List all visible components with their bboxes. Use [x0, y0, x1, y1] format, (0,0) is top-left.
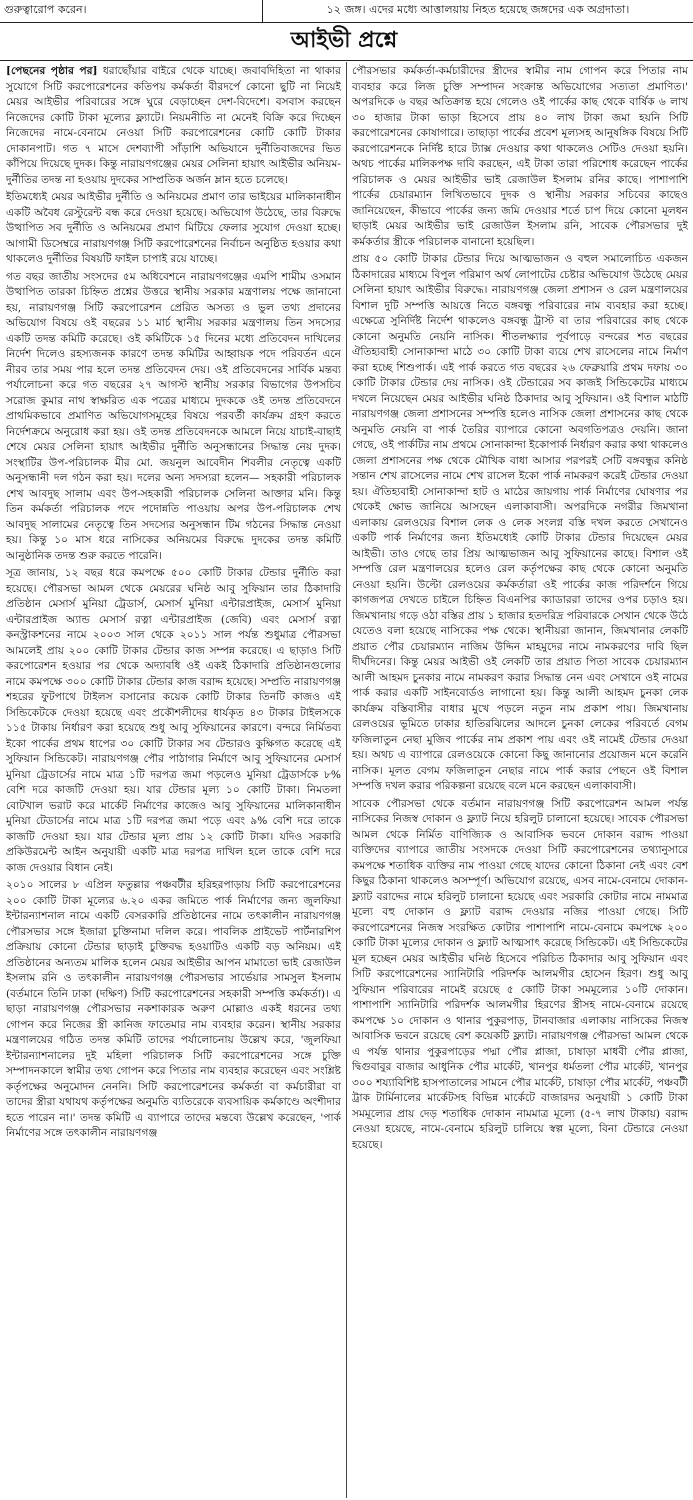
top-strip: [0, 0, 693, 23]
headline-rule: [0, 60, 693, 61]
right-paragraph-2: প্রায় ৫০ কোটি টাকার টেন্ডার দিয়ে আত্মভাজন ও বহুল সমালোচিত একজন ঠিকাদারের মাধ্যমে বিপুল পরিমাণ অর্থ লোপাটের চেষ্টার অভিযোগ উঠেছে মেয়র সেলিনা হায়াৎ আইভীর বিরুদ্ধে। নারায়ণগঞ্জ জেলা প্রশাসন ও রেল মন্ত্রণালয়ের বিশাল দুটি সম্পত্তি আয়ত্তে নিতে বঙ্গবন্ধু পরিবারের নাম ব্যবহার করা হচ্ছে। এক্ষেত্রে সুনির্দিষ্ট নির্দেশ থাকলেও বঙ্গবন্ধু ট্রাস্ট বা তার পরিবারের কাছ থেকে কোনো অনুমতি নেয়নি নাসিক। শীতলক্ষ্যার পূর্বপাড়ে বন্দরের শত বছরের ঐতিহ্যবাহী সোনাকান্দা মাঠে ৩০ কোটি টাকা ব্যয়ে শেখ রাসেলের নামে নির্মাণ করা হচ্ছে শিশুপার্ক। এই পার্ক করতে গত বছরের ২৬ ফেব্রুয়ারি প্রথম দফায় ৩০ কোটি টাকার টেন্ডার দেয় নাসিক। ওই টেন্ডারের সব কাজই সিন্ডিকেটের মাধ্যমে দখলে নিয়েছেন মেয়র আইভীর ঘনিষ্ঠ ঠিকাদার আবু সুফিয়ান। ওই বিশাল মাঠটি নারায়ণগঞ্জ জেলা প্রশাসনের সম্পত্তি হলেও নাসিক জেলা প্রশাসনের কাছ থেকে অনুমতি নেয়নি বা পার্ক তৈরির ব্যাপারে কোনো অবগতিপত্রও দেয়নি। জানা গেছে, ওই পার্কটির নাম প্রথমে সোনাকান্দা ইকোপার্ক নির্ধারণ করার কথা থাকলেও জেলা প্রশাসনের পক্ষ থেকে মৌখিক বাধা আসার পরপরই সেটি বঙ্গবন্ধুর কনিষ্ঠ সন্তান শেখ রাসেলের নামে শেখ রাসেল ইকো পার্ক নামকরণ করেই টেন্ডার দেওয়া হয়। ঐতিহ্যবাহী সোনাকান্দা হাট ও মাঠের জায়গায় পার্ক নির্মাণের ঘোষণার পর থেকেই ক্ষোভ জানিয়ে আসছেন এলাকাবাসী। অপরদিকে নগরীর জিমখানা এলাকায় রেলওয়ের বিশাল লেক ও লেক সংলগ্ন বস্তি দখল করতে সেখানেও একটি পার্ক নির্মাণের জন্য ইতিমধ্যেই কোটি টাকার টেন্ডার দিয়েছেন মেয়র আইভী। তাও গেছে তার প্রিয় আত্মভাজন আবু সুফিয়ানের কাছে। বিশাল ওই সম্পত্তি রেল মন্ত্রণালয়ের হলেও রেল কর্তৃপক্ষের কাছ থেকে কোনো অনুমতি নেওয়া হয়নি। উল্টো রেলওয়ের কর্মকর্তারা ওই পার্কের কাজ পরিদর্শনে গিয়ে কাগজপত্র দেখতে চাইলে চিহ্নিত বিএনপির ক্যাডাররা তাদের ওপর চড়াও হয়। জিমখানায় গড়ে ওঠা বস্তির প্রায় ১ হাজার হতদরিদ্র পরিবারকে সেখান থেকে উঠে যেতেও বলা হয়েছে নাসিকের পক্ষ থেকে। স্থানীয়রা জানান, জিমখানার লেকটি প্রয়াত পৌর চেয়ারম্যান নাজিম উদ্দিন মাহমুদের নামে নামকরণের দাবি ছিল দীর্ঘদিনের। কিন্তু মেয়র আইভী ওই লেকটি তার প্রয়াত পিতা সাবেক চেয়ারম্যান আলী আহমদ চুনকার নামে নামকরণ করার সিদ্ধান্ত নেন এবং সেখানে ওই নামের পার্ক করার একটি সাইনবোর্ডও লাগানো হয়। কিন্তু আলী আহমদ চুনকা লেক কার্যক্রম বস্তিবাসীর বাধার মুখে পড়লে নতুন নাম প্রকাশ পায়। জিমখানায় রেলওয়ের ভূমিতে ঢাকার হাতিরঝিলের আদলে চুনকা লেকের পরিবর্তে বেগম ফজিলাতুন নেছা মুজিব পার্কের নাম প্রকাশ পায় এবং ওই নামেই টেন্ডার দেওয়া হয়। অথচ এ ব্যাপারে রেলওয়েকে কোনো কিছু জানানোর প্রয়োজন মনে করেনি নাসিক। মূলত বেগম ফজিলাতুন নেছার নামে পার্ক করার পেছনে ওই বিশাল সম্পত্তি দখল করার পরিকল্পনা রয়েছে বলে মনে করছেন এলাকাবাসী।: [352, 253, 688, 792]
top-strip-left-text: গুরুত্বারোপ করেন।: [4, 3, 87, 16]
left-paragraph-4: সূত্র জানায়, ১২ বছর ধরে কমপক্ষে ৫০০ কোটি টাকার টেন্ডার দুর্নীতি করা হয়েছে। পৌরসভা আমল থেকে মেয়রের ঘনিষ্ঠ আবু সুফিয়ান তার ঠিকাদারি প্রতিষ্ঠান মেসার্স মুনিয়া ট্রেডার্স, মেসার্স মুনিয়া এন্টারপ্রাইজ, মেসার্স মুনিয়া এন্টারপ্রাইজ অ্যান্ড মেসার্স রত্না এন্টারপ্রাইজ (জেবি) এবং মেসার্স রত্না কনস্ট্রাকশনের নামে ২০০৩ সাল থেকে ২০১১ সাল পর্যন্ত শুধুমাত্র পৌরসভা আমলেই প্রায় ২০০ কোটি টাকার টেন্ডার কাজ সম্পন্ন করেছে। এ ছাড়াও সিটি করপোরেশন হওয়ার পর থেকে অদ্যাবধি ওই একই ঠিকাদারি প্রতিষ্ঠানগুলোর নামে কমপক্ষে ৩০০ কোটি টাকার টেন্ডার কাজ বরাদ্দ হয়েছে। সম্প্রতি নারায়ণগঞ্জ শহরের ফুটপাথে টাইলস বসানোর কয়েক কোটি টাকার তিনটি কাজও এই সিন্ডিকেটকে দেওয়া হয়েছে এবং প্রকৌশলীদের ধার্যকৃত ৪৩ টাকার টাইলসকে ১১৫ টাকায় নির্ধারণ করা হয়েছে শুধু আবু সুফিয়ানের কারণে। বন্দরে নির্মিতব্য ইকো পার্কের প্রথম ধাপের ৩০ কোটি টাকার সব টেন্ডারও কুক্ষিগত করেছে এই সুফিয়ান সিন্ডিকেট। নারায়ণগঞ্জ পৌর পাঠাগার নির্মাণে আবু সুফিয়ানের মেসার্স মুনিয়া ট্রেডার্সের নামে মাত্র ১টি দরপত্র জমা পড়লেও মুনিয়া ট্রেডার্সকে ৮% বেশি দরে কাজটি দেওয়া হয়। যার টেন্ডার মূল্য ১০ কোটি টাকা। নিমতলা বোটখাল ভরাট করে মার্কেট নির্মাণের কাজেও আবু সুফিয়ানের মালিকানাধীন মুনিয়া টেডার্সের নামে মাত্র ১টি দরপত্র জমা পড়ে এবং ৯% বেশি দরে তাকে কাজটি দেওয়া হয়। যার টেন্ডার মূল্য প্রায় ১২ কোটি টাকা। যদিও সরকারি প্রকিউরমেন্ট আইন অনুযায়ী একটি মাত্র দরপত্র দাখিল হলে তাকে বেশি দরে কাজ দেওয়ার বিধান নেই।: [6, 567, 341, 874]
left-paragraph-1: [6, 64, 341, 188]
left-column: [6, 64, 341, 1496]
left-paragraph-1-text: ধরাছোঁয়ার বাইরে থেকে যাচ্ছে। জবাবদিহিতা না থাকার সুযোগে সিটি করপোরেশনের কতিপয় কর্মকর্তা বীরদর্পে কোনো ছুটি না নিয়েই মেয়র আইভীর পরিবারের সঙ্গে ঘুরে বেড়াচ্ছেন দেশ-বিদেশে। বসবাস করছেন নিজেদের কোটি টাকা মূল্যের ফ্ল্যাটে। নিয়মনীতি না মেনেই বিক্রি করে দিচ্ছেন নিজেদের নামে-বেনামে নেওয়া সিটি করপোরেশনের কোটি কোটি টাকার দোকানপাট। গত ৭ মাসে দেশব্যাপী সাঁড়াশি অভিযানে দুর্নীতিবাজদের ভিত কাঁপিয়ে দিয়েছে দুদক। কিন্তু নারায়ণগঞ্জের মেয়র সেলিনা হায়াৎ আইভীর অনিয়ম-দুর্নীতির তদন্ত না হওয়ায় দুদকের সাম্প্রতিক অর্জন ম্লান হতে চলেছে।: [6, 65, 341, 186]
continuation-lead: [পেছনের পৃষ্ঠার পর]: [6, 65, 98, 77]
left-paragraph-3: গত বছর জাতীয় সংসদের ৫ম অধিবেশনে নারায়ণগঞ্জের এমপি শামীম ওসমান উত্থাপিত তারকা চিহ্নিত প্রশ্নের উত্তরে স্থানীয় সরকার মন্ত্রণালয় পক্ষে জানানো হয়, নারায়ণগঞ্জ সিটি করপোরেশন প্রেরিত অসত্য ও ভুল তথ্য প্রদানের অভিযোগ বিষয়ে ওই বছরের ১১ মার্চ স্থানীয় সরকার মন্ত্রণালয় তিন সদস্যের একটি তদন্ত কমিটি করেছে। ওই কমিটিকে ১৫ দিনের মধ্যে প্রতিবেদন দাখিলের নির্দেশ দিলেও রহস্যজনক কারণে তদন্ত কমিটির আহ্বায়ক পদে পরিবর্তন এনে নীরব তার সময় পার হলে তদন্ত প্রতিবেদন দেয়। ওই প্রতিবেদনের সার্বিক মন্তব্য পর্যালোচনা করে গত বছরের ২৭ আগস্ট স্থানীয় সরকার বিভাগের উপসচিব সরোজ কুমার নাথ স্বাক্ষরিত এক পত্রের মাধ্যমে দুদককে ওই তদন্ত প্রতিবেদনে প্রাথমিকভাবে প্রমাণিত অভিযোগসমূহের বিষয়ে পরবর্তী কার্যক্রম গ্রহণ করতে নির্দেশক্রমে অনুরোধ করা হয়। ওই তদন্ত প্রতিবেদনকে আমলে নিয়ে যাচাই-বাছাই শেষে মেয়র সেলিনা হায়াৎ আইভীর দুর্নীতি অনুসন্ধানের সিদ্ধান্ত নেয় দুদক। সংস্থাটির উপ-পরিচালক মীর মো. জয়নুল আবেদীন শিবলীর নেতৃত্বে একটি অনুসন্ধানী দল গঠন করা হয়। দলের অন্য সদস্যরা হলেন— সহকারী পরিচালক শেখ আবদুছ সালাম এবং উপ-সহকারী পরিচালক সেলিনা আক্তার মনি। কিন্তু তিন কর্মকর্তা পরিচালক পদে পদোন্নতি পাওয়ায় অপর উপ-পরিচালক শেখ আবদুছ সালামের নেতৃত্বে তিন সদস্যের অনুসন্ধান টিম গঠনের সিদ্ধান্ত নেওয়া হয়। কিন্তু ১০ মাস ধরে নাসিকের অনিয়মের বিরুদ্ধে দুদকের তদন্ত কমিটি আনুষ্ঠানিক তদন্ত শুরু করতে পারেনি।: [6, 270, 341, 562]
right-paragraph-3: সাবেক পৌরসভা থেকে বর্তমান নারায়ণগঞ্জ সিটি করপোরেশন আমল পর্যন্ত নাসিকের নিজস্ব দোকান ও ফ্ল্যাট নিয়ে হরিলুট চালানো হয়েছে। সাবেক পৌরসভা আমল থেকে নির্মিত বাণিজ্যিক ও আবাসিক ভবনে দোকান বরাদ্দ পাওয়া ব্যক্তিদের ব্যাপারে জাতীয় সংসদকে দেওয়া সিটি করপোরেশনের তথ্যানুসারে কমপক্ষে শতাধিক ব্যক্তির নাম পাওয়া গেছে যাদের কোনো ঠিকানা নেই এবং বেশ কিছুর ঠিকানা থাকলেও অসম্পূর্ণ। অভিযোগ রয়েছে, এসব নামে-বেনামে দোকান-ফ্ল্যাট বরাদ্দের নামে হরিলুট চালানো হয়েছে এবং সরকারি কোটার নামে নামমাত্র মূল্যে বহু দোকান ও ফ্ল্যাট বরাদ্দ দেওয়ার নজির পাওয়া গেছে। সিটি করপোরেশনের নিজস্ব সংরক্ষিত কোটার পাশাপাশি নামে-বেনামে কমপক্ষে ২০০ কোটি টাকা মূল্যের দোকান ও ফ্ল্যাট আত্মসাৎ করেছে সিন্ডিকেট। এই সিন্ডিকেটের মূল হচ্ছেন মেয়র আইভীর ঘনিষ্ঠ হিসেবে পরিচিত ঠিকাদার আবু সুফিয়ান এবং সিটি করপোরেশনের স্যানিটারি পরিদর্শক আলমগীর হোসেন হিরণ। শুধু আবু সুফিয়ান পরিবারের নামেই রয়েছে ৫ কোটি টাকা সমমূল্যের ১০টি দোকান। পাশাপাশি স্যানিটারি পরিদর্শক আলমগীর হিরণের স্ত্রীসহ নামে-বেনামে রয়েছে কমপক্ষে ১০ দোকান ও থানার পুকুরপাড়, টানবাজার এলাকায় নাসিকের নিজস্ব আবাসিক ভবনে রয়েছে বেশ কয়েকটি ফ্ল্যাট। নারায়ণগঞ্জ পৌরসভা আমল থেকে এ পর্যন্ত থানার পুকুরপাড়ের পদ্মা পৌর প্লাজা, চাষাড়া মাধবী পৌর প্লাজা, দ্বিগুবাবুর বাজার আধুনিক পৌর মার্কেট, খানপুর ধর্মতলা পৌর মার্কেট, খানপুর ৩০০ শয্যাবিশিষ্ট হাসপাতালের সামনে পৌর মার্কেট, চাষাড়া পৌর মার্কেট, পঞ্চবটী ট্রাক টার্মিনালের মার্কেটসহ বিভিন্ন মার্কেটে বাজারদর অনুযায়ী ১ কোটি টাকা সমমূল্যের প্রায় দেড় শতাধিক দোকান নামমাত্র মূল্যে (৫-৭ লাখ টাকায়) বরাদ্দ নেওয়া হয়েছে, নামে-বেনামে হরিলুট চালিয়ে স্বল্প মূল্যে, বিনা টেন্ডারে নেওয়া হয়েছে।: [352, 797, 688, 1151]
right-paragraph-1: পৌরসভার কর্মকর্তা-কর্মচারীদের স্ত্রীদের স্বামীর নাম গোপন করে পিতার নাম ব্যবহার করে লিজ চুক্তি সম্পাদন সংক্রান্ত অভিযোগের সত্যতা প্রমাণিত।' অপরদিকে ৬ বছর অতিক্রান্ত হয়ে গেলেও ওই পার্কের কাছ থেকে বার্ষিক ৬ লাখ ৩০ হাজার টাকা ভাড়া হিসেবে প্রায় ৪০ লাখ টাকা জমা হয়নি সিটি করপোরেশনের কোষাগারে। তাছাড়া পার্কের প্রবেশ মূল্যসহ আনুষঙ্গিক বিষয়ে সিটি করপোরেশনকে নির্দিষ্ট হারে ট্যাক্স দেওয়ার কথা থাকলেও সেটিও দেওয়া হয়নি। অথচ পার্কের মালিকপক্ষ দাবি করছেন, এই টাকা তারা পরিশোধ করেছেন পার্কের পরিচালক ও মেয়র আইভীর ভাই রেজাউল ইসলাম রনির কাছে। পাশাপাশি পার্কের চেয়ারম্যান লিখিতভাবে দুদক ও স্থানীয় সরকার সচিবের কাছেও জানিয়েছেন, কীভাবে পার্কের জন্য জমি দেওয়ার শর্তে চাপ দিয়ে কোনো মূলধন ছাড়াই মেয়র আইভীর ভাই রেজাউল ইসলাম রনি, সাবেক পৌরসভার দুই কর্মকর্তার স্ত্রীকে পরিচালক বানানো হয়েছিল।: [352, 65, 688, 248]
article-headline: আইভী প্রশ্নে: [290, 28, 398, 53]
left-paragraph-5: ২০১০ সালের ৮ এপ্রিল ফতুল্লার পঞ্চবটীর হরিহরপাড়ায় সিটি করপোরেশনের ২০০ কোটি টাকা মূল্যের ৬.২০ একর জমিতে পার্ক নির্মাণের জন্য জুলফিয়া ইন্টারন্যাশনাল নামে একটি বেসরকারি প্রতিষ্ঠানের নামে তৎকালীন নারায়ণগঞ্জ পৌরসভার সঙ্গে ইজারা চুক্তিনামা দলিল করে। পাবলিক প্রাইভেট পার্টনারশিপ প্রক্রিয়ায় কোনো টেন্ডার ছাড়াই চুক্তিবদ্ধ হওয়াটিও একটি বড় অনিয়ম। এই প্রতিষ্ঠানের অন্যতম মালিক হলেন মেয়র আইভীর আপন মামাতো ভাই রেজাউল ইসলাম রনি ও তৎকালীন নারায়ণগঞ্জ পৌরসভার সার্ভেয়ার সামসুল ইসলাম (বর্তমানে তিনি ঢাকা (দক্ষিণ) সিটি করপোরেশনের সহকারী সম্পত্তি কর্মকর্তা)। এ ছাড়া নারায়ণগঞ্জ পৌরসভার নকশাকারক অরুণ মোল্লাও একই ধরনের তথ্য গোপন করে নিজের স্ত্রী কানিজ ফাতেমার নাম ব্যবহার করেন। স্থানীয় সরকার মন্ত্রণালয়ের গঠিত তদন্ত কমিটি তাদের পর্যালোচনায় উল্লেখ করে, 'জুলফিয়া ইন্টারন্যাশনালের দুই মহিলা পরিচালক সিটি করপোরেশনের সঙ্গে চুক্তি সম্পাদনকালে স্বামীর তথ্য গোপন করে পিতার নাম ব্যবহার করেছেন এবং সংশ্লিষ্ট কর্তৃপক্ষের অনুমোদন নেননি। সিটি করপোরেশনের কর্মকর্তা বা কর্মচারীরা বা তাদের স্ত্রীরা যথাযথ কর্তৃপক্ষের অনুমতি ব্যতিরেকে ব্যবসায়িক কর্মকাণ্ডে অংশীদার হতে পারেন না।' তদন্ত কমিটি এ ব্যাপারে তাদের মন্তব্যে উল্লেখ করেছেন, 'পার্ক নির্মাণের সঙ্গে তৎকালীন নারায়ণগঞ্জ: [6, 879, 341, 1139]
right-column: [352, 64, 688, 1496]
column-divider: [346, 62, 347, 1498]
left-paragraph-2: ইতিমধ্যেই মেয়র আইভীর দুর্নীতি ও অনিয়মের প্রমাণ তার ভাইয়ের মালিকানাধীন একটি অবৈধ রেস্টুরেন্ট বন্ধ করে দেওয়া হয়েছে। অভিযোগ উঠেছে, তার বিরুদ্ধে উত্থাপিত সব দুর্নীতি ও অনিয়মের প্রমাণ মিটিয়ে ফেলার সুযোগ দেওয়া হচ্ছে। আগামী ডিসেম্বরে নারায়ণগঞ্জ সিটি করপোরেশনের নির্বাচন অনুষ্ঠিত হওয়ার কথা থাকলেও দুর্নীতির বিষয়টি ফাইল চাপাই রয়ে যাচ্ছে।: [6, 191, 341, 265]
top-strip-divider: [262, 0, 263, 22]
top-strip-right-text: ১২ জঙ্গ। এদের মধ্যে আত্তালয়ায় নিহত হয়েছে জঙ্গদের এক অগ্রদাতা।: [326, 3, 630, 16]
